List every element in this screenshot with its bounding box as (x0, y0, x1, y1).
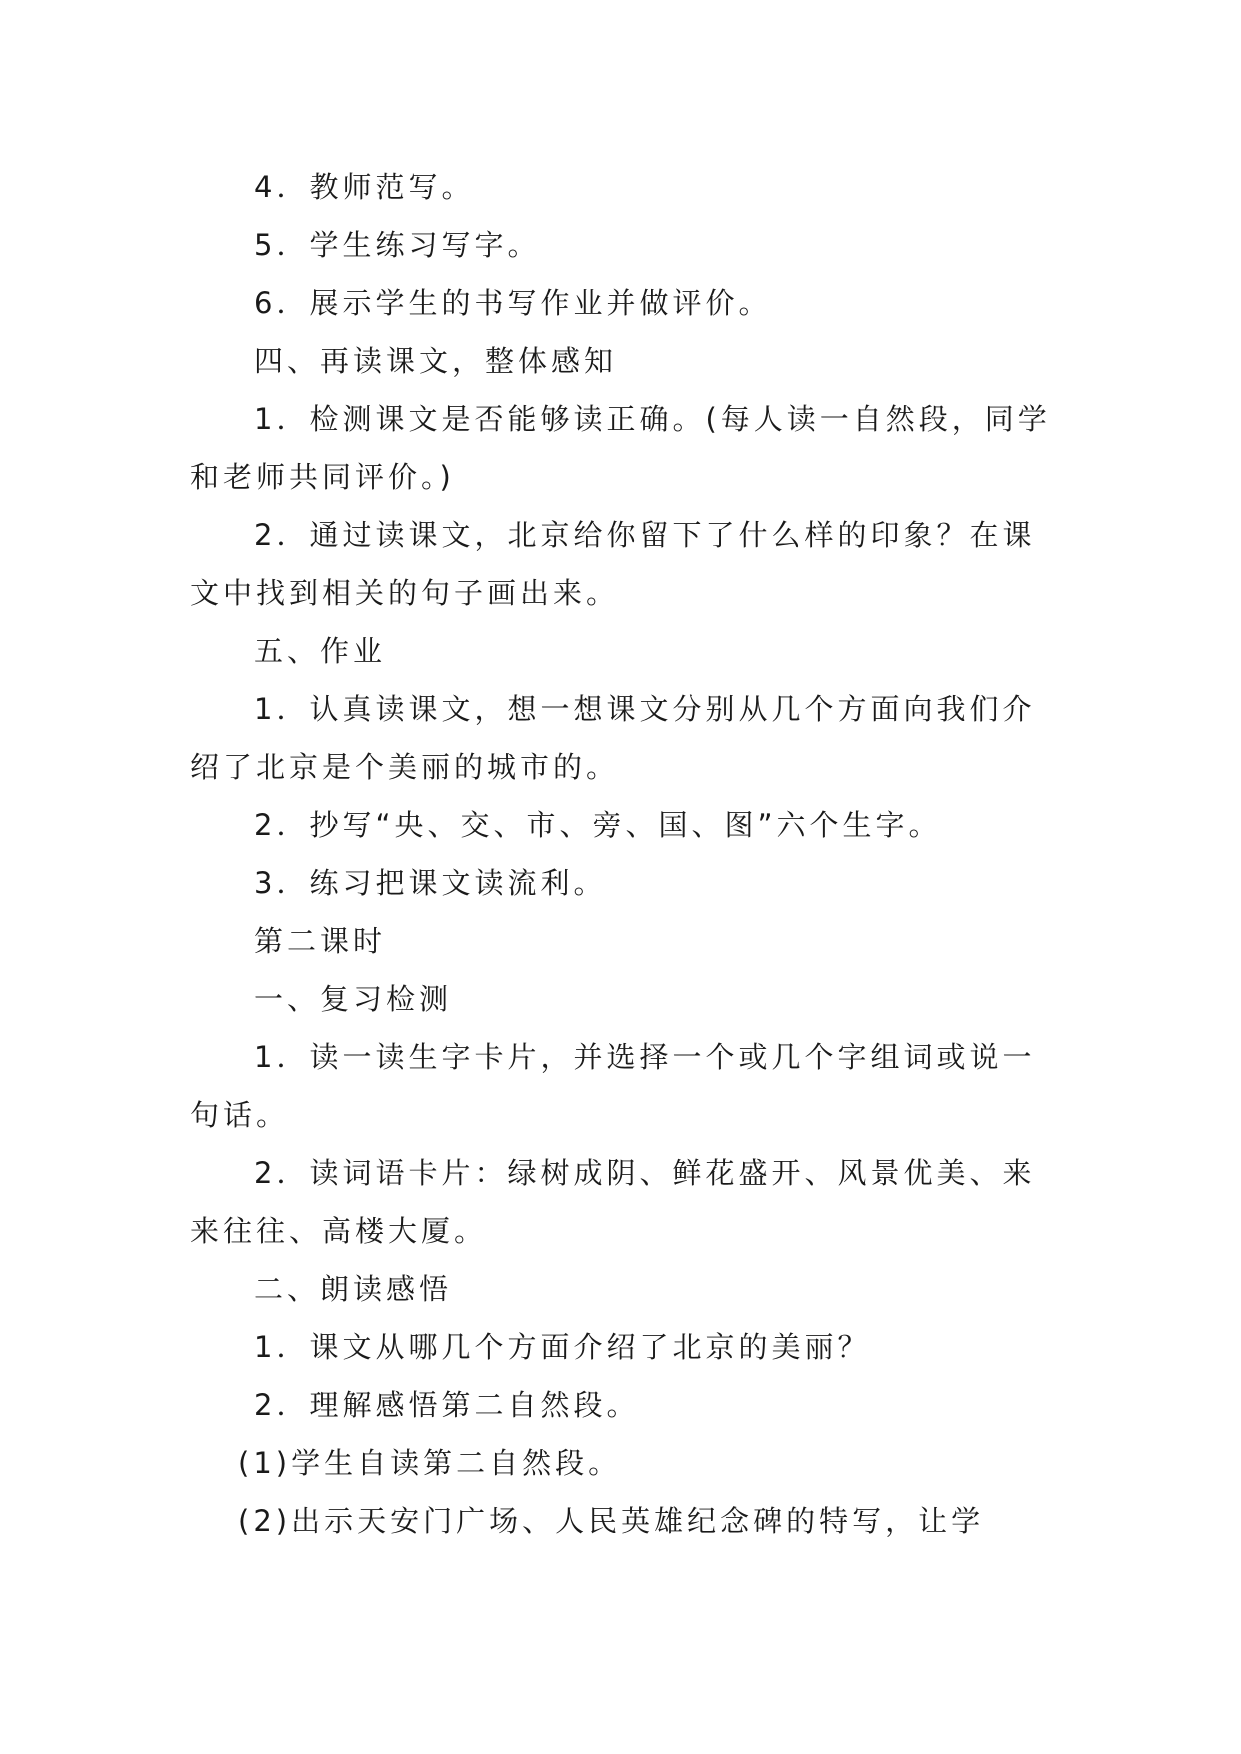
paragraph-line: 2．通过读课文，北京给你留下了什么样的印象？在课 (254, 518, 1036, 552)
paragraph-line: 2．抄写“央、交、市、旁、国、图”六个生字。 (254, 808, 942, 842)
paragraph-line: 1．检测课文是否能够读正确。(每人读一自然段，同学 (254, 402, 1051, 436)
paragraph-line: 1．认真读课文，想一想课文分别从几个方面向我们介 (254, 692, 1036, 726)
paragraph-line: 1．读一读生字卡片，并选择一个或几个字组词或说一 (254, 1040, 1036, 1074)
paragraph-line: 5．学生练习写字。 (254, 228, 541, 262)
paragraph-line: 3．练习把课文读流利。 (254, 866, 607, 900)
sub-item-line: (1)学生自读第二自然段。 (238, 1446, 622, 1480)
document-body (190, 158, 1052, 1550)
paragraph-line: 来往往、高楼大厦。 (190, 1214, 488, 1248)
section-heading: 四、再读课文，整体感知 (254, 344, 618, 378)
paragraph-line: 句话。 (190, 1098, 290, 1132)
section-heading: 一、复习检测 (254, 982, 453, 1016)
section-heading: 二、朗读感悟 (254, 1272, 453, 1306)
lesson-heading: 第二课时 (254, 924, 387, 958)
paragraph-line: 1．课文从哪几个方面介绍了北京的美丽？ (254, 1330, 871, 1364)
paragraph-line: 和老师共同评价。) (190, 460, 455, 494)
paragraph-line: 2．理解感悟第二自然段。 (254, 1388, 640, 1422)
sub-item-line: (2)出示天安门广场、人民英雄纪念碑的特写，让学 (238, 1504, 985, 1538)
section-heading: 五、作业 (254, 634, 387, 668)
paragraph-line: 4．教师范写。 (254, 170, 475, 204)
paragraph-line: 绍了北京是个美丽的城市的。 (190, 750, 620, 784)
paragraph-line: 文中找到相关的句子画出来。 (190, 576, 620, 610)
paragraph-line: 6．展示学生的书写作业并做评价。 (254, 286, 772, 320)
paragraph-line: 2．读词语卡片：绿树成阴、鲜花盛开、风景优美、来 (254, 1156, 1036, 1190)
